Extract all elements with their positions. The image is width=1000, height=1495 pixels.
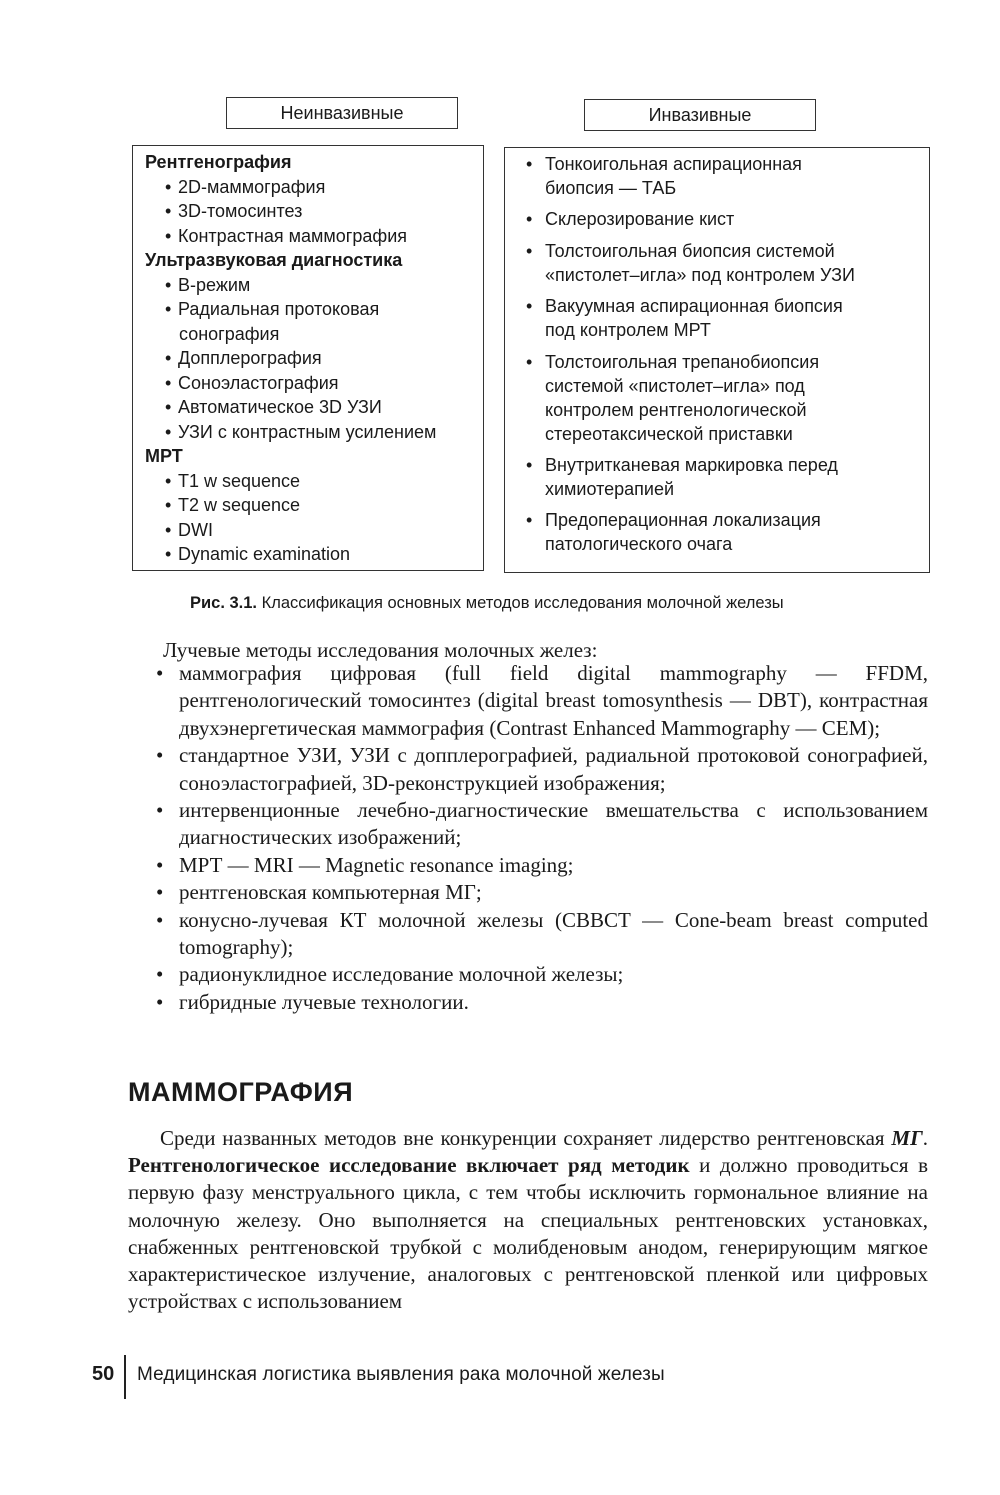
list-item: • T1 w sequence — [165, 470, 301, 491]
list-item: • гибридные лучевые технологии. — [156, 989, 469, 1014]
invasive-item: • Внутритканевая маркировка перед химиотерапией — [526, 454, 838, 499]
list-item: • 2D-маммография — [165, 176, 326, 197]
list-item: • DWI — [165, 519, 213, 540]
methods-list — [156, 660, 928, 1016]
list-item: • Контрастная маммография — [165, 225, 407, 246]
invasive-item: • Вакуумная аспирационная биопсия под контролем МРТ — [526, 296, 843, 341]
list-item: • Радиальная протоковая — [165, 299, 380, 319]
invasive-item: • Предоперационная локализация патологического очага — [526, 510, 821, 555]
page-number: 50 — [92, 1363, 115, 1385]
figure-caption — [190, 592, 930, 614]
group-title-ultrasound: Ультразвуковая диагностика — [145, 250, 403, 270]
emphasis-mg: МГ — [891, 1126, 923, 1150]
caption-text: Классификация основных методов исследования молочной железы — [257, 594, 784, 612]
list-item: • Dynamic examination — [165, 544, 351, 564]
section-title: МАММОГРАФИЯ — [128, 1077, 354, 1107]
list-item: • УЗИ с контрастным усилением — [165, 421, 437, 442]
invasive-item: • Толстоигольная трепанобиопсия системой «пистолет–игла» под контролем рентгенологической стереотаксической приставки — [526, 351, 820, 444]
header-noninvasive: Неинвазивные — [226, 97, 458, 129]
list-item: • Допплерография — [165, 348, 322, 368]
noninvasive-box — [132, 145, 484, 571]
intro-text: Лучевые методы исследования молочных желез: — [163, 638, 598, 662]
invasive-item: • Толстоигольная биопсия системой «пистолет–игла» под контролем УЗИ — [526, 240, 855, 285]
list-item: • интервенционные лечебно-диагностические вмешательства с использованием диагностических изображений; — [156, 798, 928, 850]
body-paragraph: Среди названных методов вне конкуренции сохраняет лидерство рентгеновская МГ. Рентгенологическое исследование включает ряд методик и должно проводиться в первую фазу менструального цикла, с тем чтобы исключить гормональное влияние на молочную железу. Оно выполняется на специальных рентгеновских установках, снабженных рентгеновской трубкой с молибденовым анодом, генерирующим мягкое характеристическое излучение, аналоговых с рентгеновской пленкой или цифровых устройствах с использованием — [128, 1126, 928, 1314]
header-invasive: Инвазивные — [584, 99, 816, 131]
list-item: • В-режим — [165, 274, 251, 295]
group-title-mri: МРТ — [145, 446, 183, 466]
list-item: • Автоматическое 3D УЗИ — [165, 397, 382, 417]
bold-phrase: Рентгенологическое исследование включает ряд методик — [128, 1153, 690, 1178]
list-item: • T2 w sequence — [165, 495, 301, 515]
list-item-continuation: сонография — [179, 323, 280, 344]
list-item: • МРТ — MRI — Magnetic resonance imaging; — [156, 852, 574, 877]
running-title: Медицинская логистика выявления рака молочной железы — [137, 1364, 665, 1385]
list-item: • радионуклидное исследование молочной железы; — [156, 962, 624, 987]
list-item: • рентгеновская компьютерная МГ; — [156, 880, 482, 905]
group-title-radiography: Рентгенография — [145, 152, 292, 172]
list-item: • стандартное УЗИ, УЗИ с допплерографией, радиальной протоковой сонографией, соноэластографией, 3D-реконструкцией изображения; — [156, 743, 928, 795]
list-item: • Соноэластография — [165, 372, 339, 393]
list-item: • конусно-лучевая КТ молочной железы (CBBCT — Cone-beam breast computed tomography); — [156, 907, 928, 960]
invasive-item: • Тонкоигольная аспирационная биопсия — ТАБ — [526, 154, 802, 198]
footer-divider — [124, 1355, 126, 1399]
caption-label: Рис. 3.1. — [190, 594, 258, 612]
invasive-item: • Склерозирование кист — [526, 209, 735, 230]
list-item: • 3D-томосинтез — [165, 201, 303, 221]
invasive-box — [504, 147, 930, 573]
list-item: • маммография цифровая (full field digital mammography — FFDM, рентгенологический томосинтез (digital breast tomosynthesis — DBT), контрастная двухэнергетическая маммография (Contrast Enhanced Mammography — CEM); — [156, 661, 928, 740]
